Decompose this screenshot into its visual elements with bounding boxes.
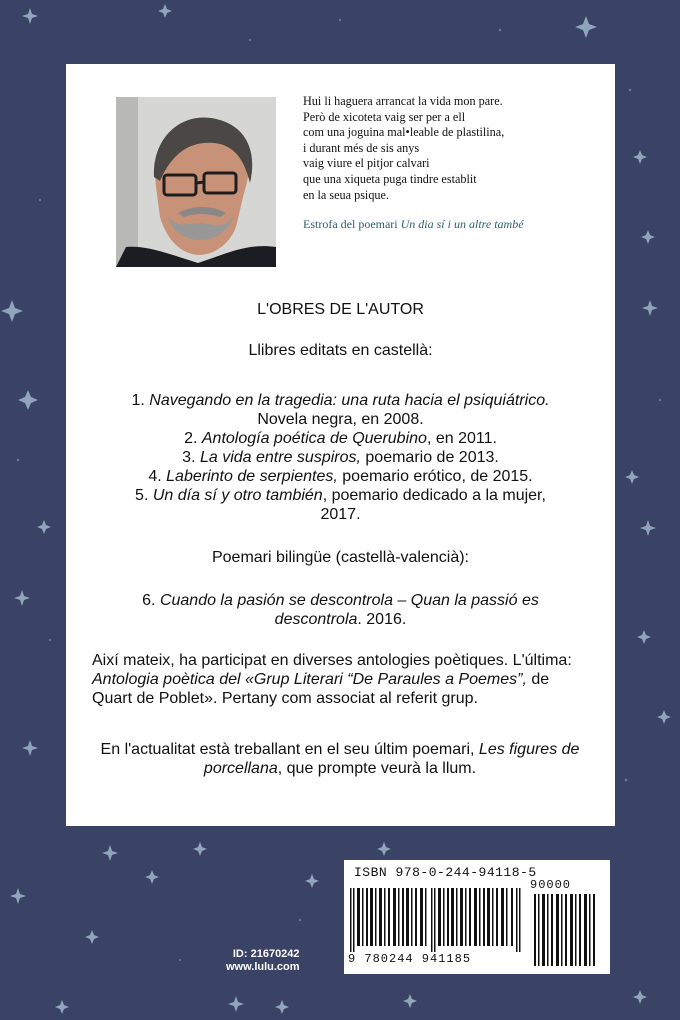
star-icon bbox=[37, 520, 51, 534]
star-icon bbox=[377, 842, 391, 856]
works-subheading: Llibres editats en castellà: bbox=[248, 342, 433, 359]
item-title: Antología poética de Querubino bbox=[201, 430, 427, 447]
paragraph-text: En l'actualitat està treballant en el seu últim poemari, bbox=[100, 741, 479, 758]
isbn-text: ISBN 978-0-244-94118-5 bbox=[354, 865, 537, 880]
item-title: La vida entre suspiros, bbox=[199, 449, 361, 466]
item-number: 3. bbox=[182, 449, 200, 466]
works-heading: L'OBRES DE L'AUTOR bbox=[257, 301, 424, 318]
star-icon bbox=[14, 590, 30, 606]
star-icon bbox=[158, 4, 172, 18]
star-icon bbox=[275, 1000, 289, 1014]
item-number: 5. bbox=[135, 487, 153, 504]
star-icon bbox=[145, 870, 159, 884]
barcode-bars bbox=[348, 888, 526, 952]
item-title: Navegando en la tragedia: una ruta hacia el psiquiátrico. bbox=[149, 392, 550, 409]
star-icon bbox=[575, 16, 597, 38]
list-item bbox=[66, 448, 615, 467]
current-work-paragraph bbox=[80, 740, 600, 778]
caption-title: Un dia sí i un altre també bbox=[400, 217, 524, 232]
star-icon bbox=[228, 996, 244, 1012]
item-number: 4. bbox=[148, 468, 167, 485]
star-icon bbox=[640, 520, 656, 536]
star-icon bbox=[10, 888, 26, 904]
bilingual-heading: Poemari bilingüe (castellà-valencià): bbox=[211, 549, 469, 566]
list-item bbox=[66, 486, 615, 524]
price-barcode-bars bbox=[534, 894, 598, 966]
star-icon bbox=[633, 150, 647, 164]
stanza-line: Hui li haguera arrancat la vida mon pare. bbox=[303, 94, 503, 108]
stanza-line: en la seua psique. bbox=[303, 187, 389, 202]
stanza-line: com una joguina mal•leable de plastilina, bbox=[303, 125, 505, 140]
star-icon bbox=[85, 930, 99, 944]
star-icon bbox=[633, 990, 647, 1004]
publisher-site: www.lulu.com bbox=[226, 961, 300, 973]
back-cover-panel bbox=[66, 64, 615, 826]
item-detail: , en 2011. bbox=[426, 430, 497, 447]
paragraph-text: de Quart de Poblet». Pertany com associat al referit grup. bbox=[92, 671, 550, 707]
star-icon bbox=[642, 300, 658, 316]
star-icon bbox=[1, 300, 23, 322]
works-list bbox=[66, 391, 615, 524]
item-title: Cuando la pasión se descontrola – Quan la passió es descontrola bbox=[159, 592, 539, 628]
item-title: Un día sí y otro también bbox=[152, 487, 323, 504]
star-icon bbox=[102, 845, 118, 861]
book-id: ID: 21670242 bbox=[232, 948, 300, 960]
list-item bbox=[66, 591, 615, 629]
list-item bbox=[66, 467, 615, 486]
barcode-number: 9 780244 941185 bbox=[348, 952, 472, 966]
list-item bbox=[66, 429, 615, 448]
item-detail: Novela negra, en 2008. bbox=[257, 411, 424, 428]
item-title: Laberinto de serpientes, bbox=[166, 468, 338, 485]
stanza-caption bbox=[303, 217, 603, 233]
item-number: 1. bbox=[131, 392, 150, 409]
paragraph-text: , que prompte veurà la llum. bbox=[277, 760, 477, 777]
item-detail: . 2016. bbox=[357, 611, 407, 628]
item-detail: , poemario dedicado a la mujer, 2017. bbox=[320, 487, 546, 523]
stanza-line: i durant més de sis anys bbox=[303, 140, 420, 155]
star-icon bbox=[637, 630, 651, 644]
anthologies-paragraph bbox=[92, 651, 592, 708]
item-number: 6. bbox=[142, 592, 160, 609]
star-icon bbox=[657, 710, 671, 724]
item-number: 2. bbox=[184, 430, 202, 447]
star-icon bbox=[403, 994, 417, 1008]
caption-prefix: Estrofa del poemari bbox=[303, 217, 401, 232]
paragraph-italic: Antologia poètica del «Grup Literari “De Paraules a Poemes”, bbox=[92, 671, 527, 688]
star-icon bbox=[22, 740, 38, 756]
item-detail: poemario de 2013. bbox=[360, 449, 499, 466]
paragraph-text: Així mateix, ha participat en diverses antologies poètiques. L'última: bbox=[92, 652, 572, 669]
list-item bbox=[66, 391, 615, 429]
stanza-line: vaig viure el pitjor calvari bbox=[303, 156, 430, 171]
isbn-barcode bbox=[344, 860, 610, 974]
star-icon bbox=[55, 1000, 69, 1014]
star-icon bbox=[22, 8, 38, 24]
stanza-line: que una xiqueta puga tindre establit bbox=[303, 171, 477, 186]
stanza-line: Però de xicoteta vaig ser per a ell bbox=[303, 109, 466, 124]
star-icon bbox=[193, 842, 207, 856]
paragraph-italic: Les figures de porcellana bbox=[203, 741, 580, 777]
works-section bbox=[66, 300, 615, 629]
star-icon bbox=[641, 230, 655, 244]
item-detail: poemario erótico, de 2015. bbox=[337, 468, 533, 485]
publisher-meta bbox=[226, 948, 300, 974]
star-icon bbox=[305, 874, 319, 888]
poem-stanza bbox=[303, 94, 603, 233]
author-photo bbox=[116, 97, 276, 267]
star-icon bbox=[18, 390, 38, 410]
price-code: 90000 bbox=[530, 878, 572, 892]
star-icon bbox=[625, 470, 639, 484]
